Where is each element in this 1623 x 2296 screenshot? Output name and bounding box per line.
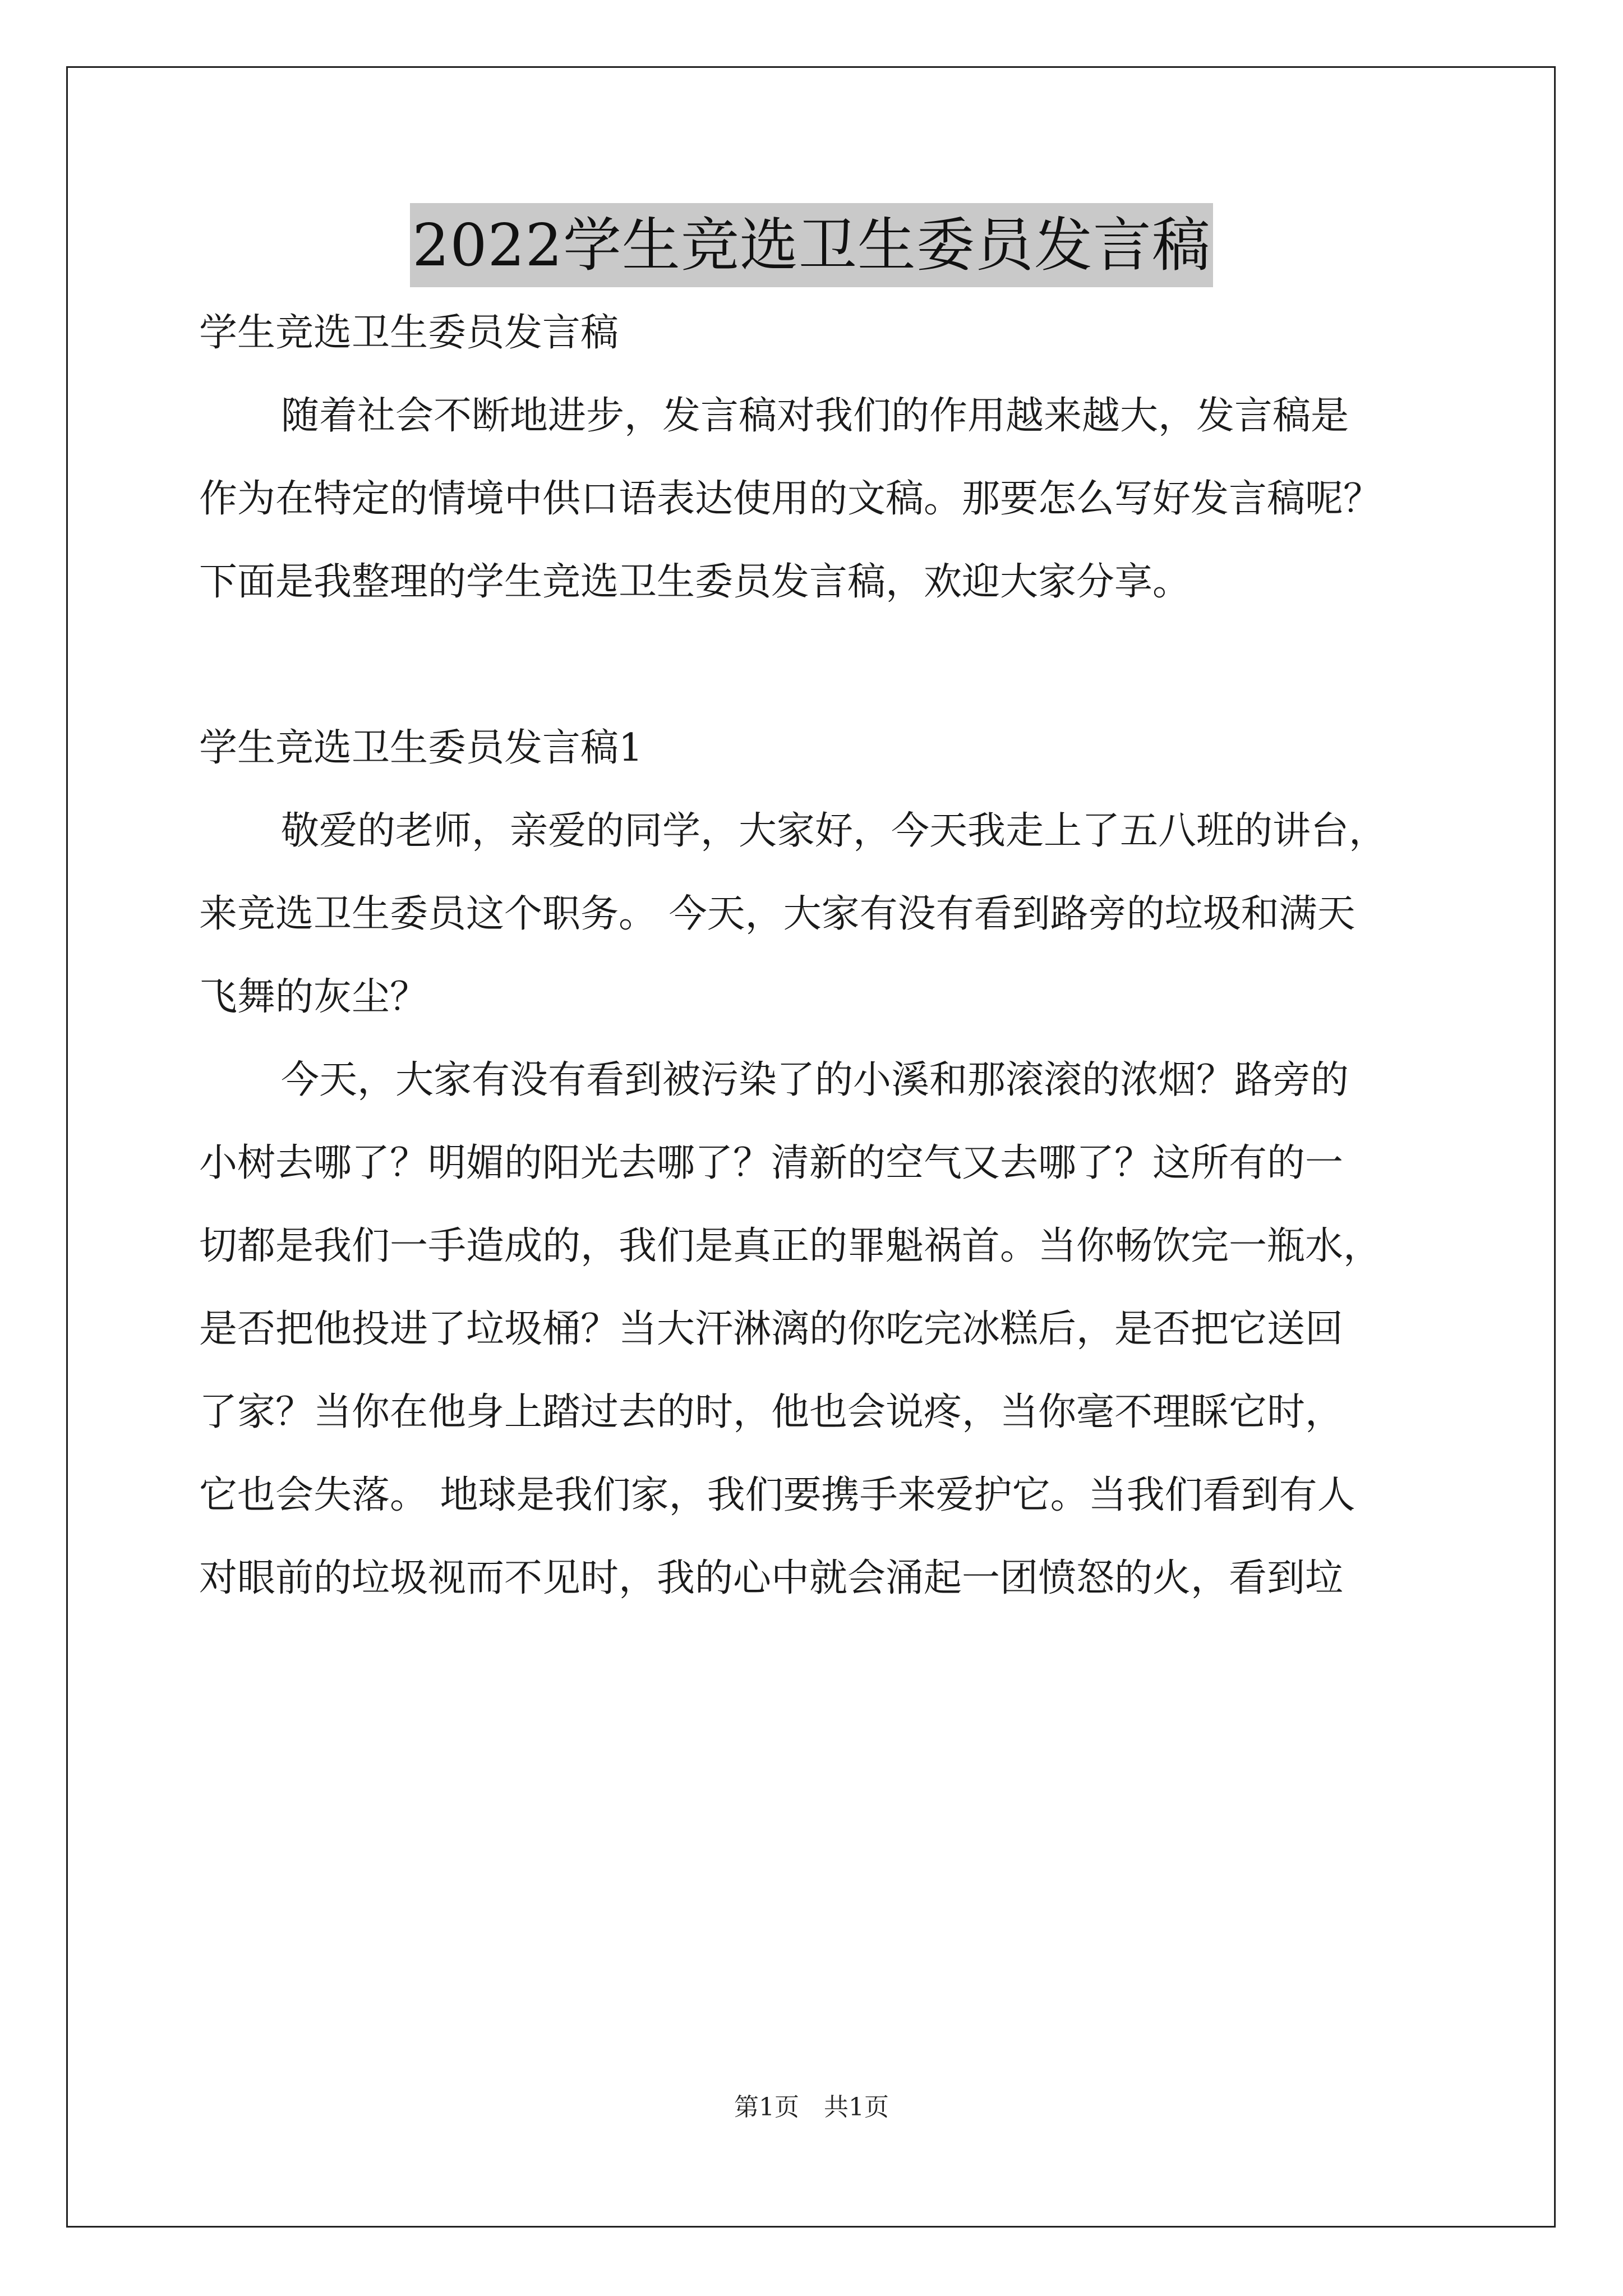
paragraph-line: 来竞选卫生委员这个职务。 今天，大家有没有看到路旁的垃圾和满天 (199, 892, 1355, 936)
paragraph-line: 飞舞的灰尘？ (199, 975, 428, 1019)
title-area (0, 203, 1623, 287)
document-body (199, 292, 1444, 1620)
subtitle: 学生竞选卫生委员发言稿 (199, 311, 619, 355)
paragraph-line: 今天，大家有没有看到被污染了的小溪和那滚滚的浓烟？路旁的 (281, 1058, 1349, 1102)
document-title: 2022学生竞选卫生委员发言稿 (410, 203, 1213, 287)
intro-line: 随着社会不断地进步，发言稿对我们的作用越来越大，发言稿是 (281, 394, 1349, 438)
paragraph-line: 了家？当你在他身上踏过去的时，他也会说疼，当你毫不理睬它时， (199, 1390, 1344, 1434)
paragraph-line: 它也会失落。 地球是我们家，我们要携手来爱护它。当我们看到有人 (199, 1473, 1355, 1517)
paragraph-line: 是否把他投进了垃圾桶？当大汗淋漓的你吃完冰糕后，是否把它送回 (199, 1307, 1344, 1351)
paragraph-line: 对眼前的垃圾视而不见时，我的心中就会涌起一团愤怒的火，看到垃 (199, 1556, 1344, 1600)
intro-line: 作为在特定的情境中供口语表达使用的文稿。那要怎么写好发言稿呢？ (199, 477, 1382, 521)
paragraph-line: 切都是我们一手造成的，我们是真正的罪魁祸首。当你畅饮完一瓶水， (199, 1224, 1382, 1268)
blank-line (199, 624, 1444, 707)
paragraph-line: 小树去哪了？明媚的阳光去哪了？清新的空气又去哪了？这所有的一 (199, 1141, 1344, 1185)
section-heading: 学生竞选卫生委员发言稿1 (199, 726, 643, 770)
intro-line: 下面是我整理的学生竞选卫生委员发言稿，欢迎大家分享。 (199, 560, 1191, 604)
paragraph-line: 敬爱的老师，亲爱的同学，大家好，今天我走上了五八班的讲台， (281, 809, 1387, 853)
page-footer: 第1页 共1页 (734, 2093, 889, 2122)
